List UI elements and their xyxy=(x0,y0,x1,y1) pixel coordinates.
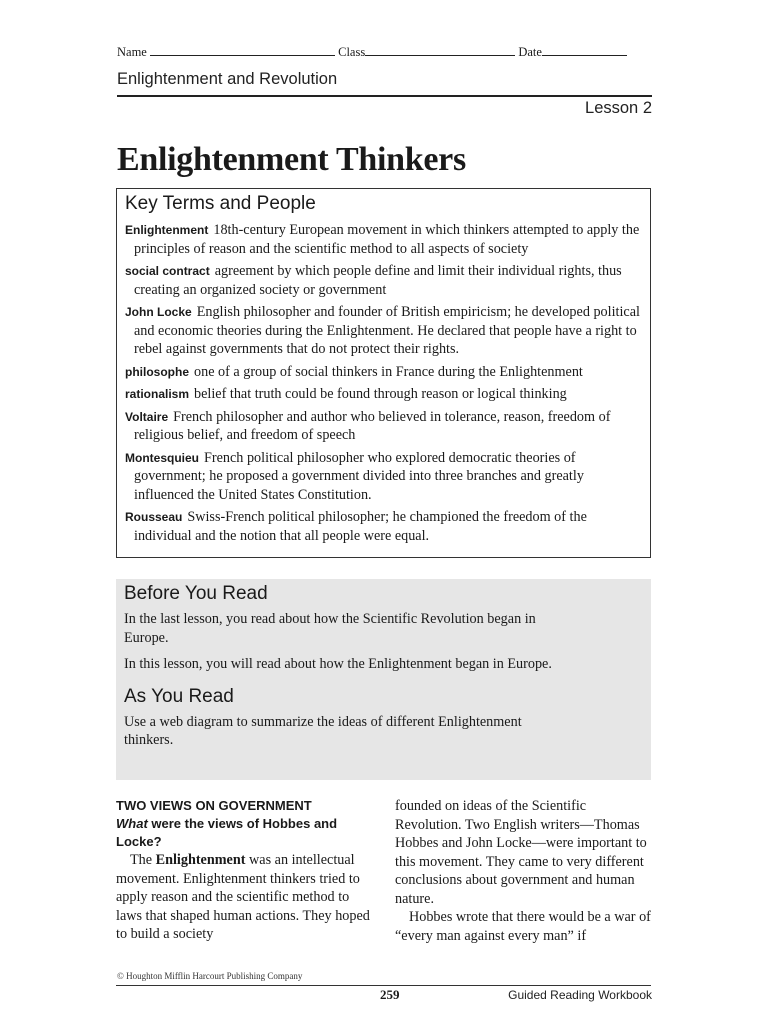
key-term-definition: 18th-century European movement in which thinkers attempted to apply the principles of reason and the scientific method to all aspects of society xyxy=(134,222,640,257)
key-term-word: Montesquieu xyxy=(125,450,199,465)
class-label: Class xyxy=(338,45,366,59)
key-terms-list xyxy=(125,221,642,545)
lesson-label: Lesson 2 xyxy=(585,99,652,117)
section-heading: TWO VIEWS ON GOVERNMENT xyxy=(116,798,312,813)
key-term-entry xyxy=(125,262,642,299)
key-term-definition: one of a group of social thinkers in France during the Enlightenment xyxy=(194,363,583,380)
unit-title: Enlightenment and Revolution xyxy=(117,70,338,88)
key-term-entry xyxy=(125,385,642,404)
reading-guide-box xyxy=(116,579,651,780)
body-paragraph xyxy=(116,851,374,944)
body-text: was an intellectual movement. Enlightenment thinkers tried to apply reason and the scientific method to laws that shaped human actions. They hoped to build a society xyxy=(116,852,370,942)
body-paragraph: Hobbes wrote that there would be a war of “every man against every man” if xyxy=(395,909,651,944)
body-paragraph: founded on ideas of the Scientific Revolution. Two English writers—Thomas Hobbes and John Locke—were important to this movement. They came to very different conclusions about government and human nature. xyxy=(395,798,647,907)
date-label: Date xyxy=(518,45,542,59)
section-question xyxy=(116,815,366,851)
key-term-word: philosophe xyxy=(125,364,189,379)
key-term-entry xyxy=(125,363,642,382)
key-term-definition: French philosopher and author who believed in tolerance, reason, freedom of religious belief, and freedom of speech xyxy=(134,408,611,443)
date-field[interactable] xyxy=(542,44,627,56)
key-term-entry xyxy=(125,449,642,505)
key-term-entry xyxy=(125,508,642,545)
body-text: The xyxy=(130,852,156,868)
class-field[interactable] xyxy=(365,44,515,56)
key-term-definition: agreement by which people define and limit their individual rights, thus creating an organized society or government xyxy=(134,263,622,298)
key-terms-heading: Key Terms and People xyxy=(125,193,316,214)
key-term-entry xyxy=(125,408,642,445)
as-you-read-heading: As You Read xyxy=(124,685,234,707)
page-number: 259 xyxy=(380,987,400,1002)
key-term-word: Rousseau xyxy=(125,510,183,524)
body-column-left xyxy=(116,797,374,944)
before-you-read-paragraph: In the last lesson, you read about how the Scientific Revolution began in Europe. xyxy=(124,611,536,646)
workbook-name: Guided Reading Workbook xyxy=(508,988,652,1002)
key-term-definition: French political philosopher who explored democratic theories of government; he proposed a government divided into three branches and greatly influenced the United States Constitution. xyxy=(134,449,584,503)
key-term-entry xyxy=(125,221,642,258)
name-field[interactable] xyxy=(150,44,335,56)
body-column-right xyxy=(395,797,653,945)
key-term-word: John Locke xyxy=(125,305,192,319)
key-term-definition: English philosopher and founder of British empiricism; he developed political and economic theories during the Enlightenment. He declared that people have a right to rebel against governments that do not protect their rights. xyxy=(134,304,640,357)
page-title: Enlightenment Thinkers xyxy=(117,141,466,178)
section-question-emphasis: What xyxy=(116,816,148,831)
key-terms-box xyxy=(116,188,651,558)
key-term-word: rationalism xyxy=(125,387,190,401)
section-question-text: were the views of Hobbes and Locke? xyxy=(116,816,338,849)
name-label: Name xyxy=(117,45,147,59)
header-divider xyxy=(117,95,652,97)
as-you-read-paragraph: Use a web diagram to summarize the ideas of different Enlightenment thinkers. xyxy=(124,713,522,748)
footer-divider xyxy=(116,985,651,986)
key-term-entry xyxy=(125,303,642,359)
key-term-word: Voltaire xyxy=(125,409,169,424)
before-you-read-paragraph: In this lesson, you will read about how the Enlightenment began in Europe. xyxy=(124,656,552,672)
key-term-highlight: Enlightenment xyxy=(155,852,246,868)
key-term-word: social contract xyxy=(125,264,210,278)
key-term-definition: Swiss-French political philosopher; he championed the freedom of the individual and the notion that all people were equal. xyxy=(134,509,587,544)
student-info-line xyxy=(117,44,652,60)
key-term-word: Enlightenment xyxy=(125,223,209,237)
before-you-read-heading: Before You Read xyxy=(124,583,268,604)
copyright-notice: © Houghton Mifflin Harcourt Publishing Company xyxy=(117,971,303,981)
key-term-definition: belief that truth could be found through reason or logical thinking xyxy=(194,386,567,402)
